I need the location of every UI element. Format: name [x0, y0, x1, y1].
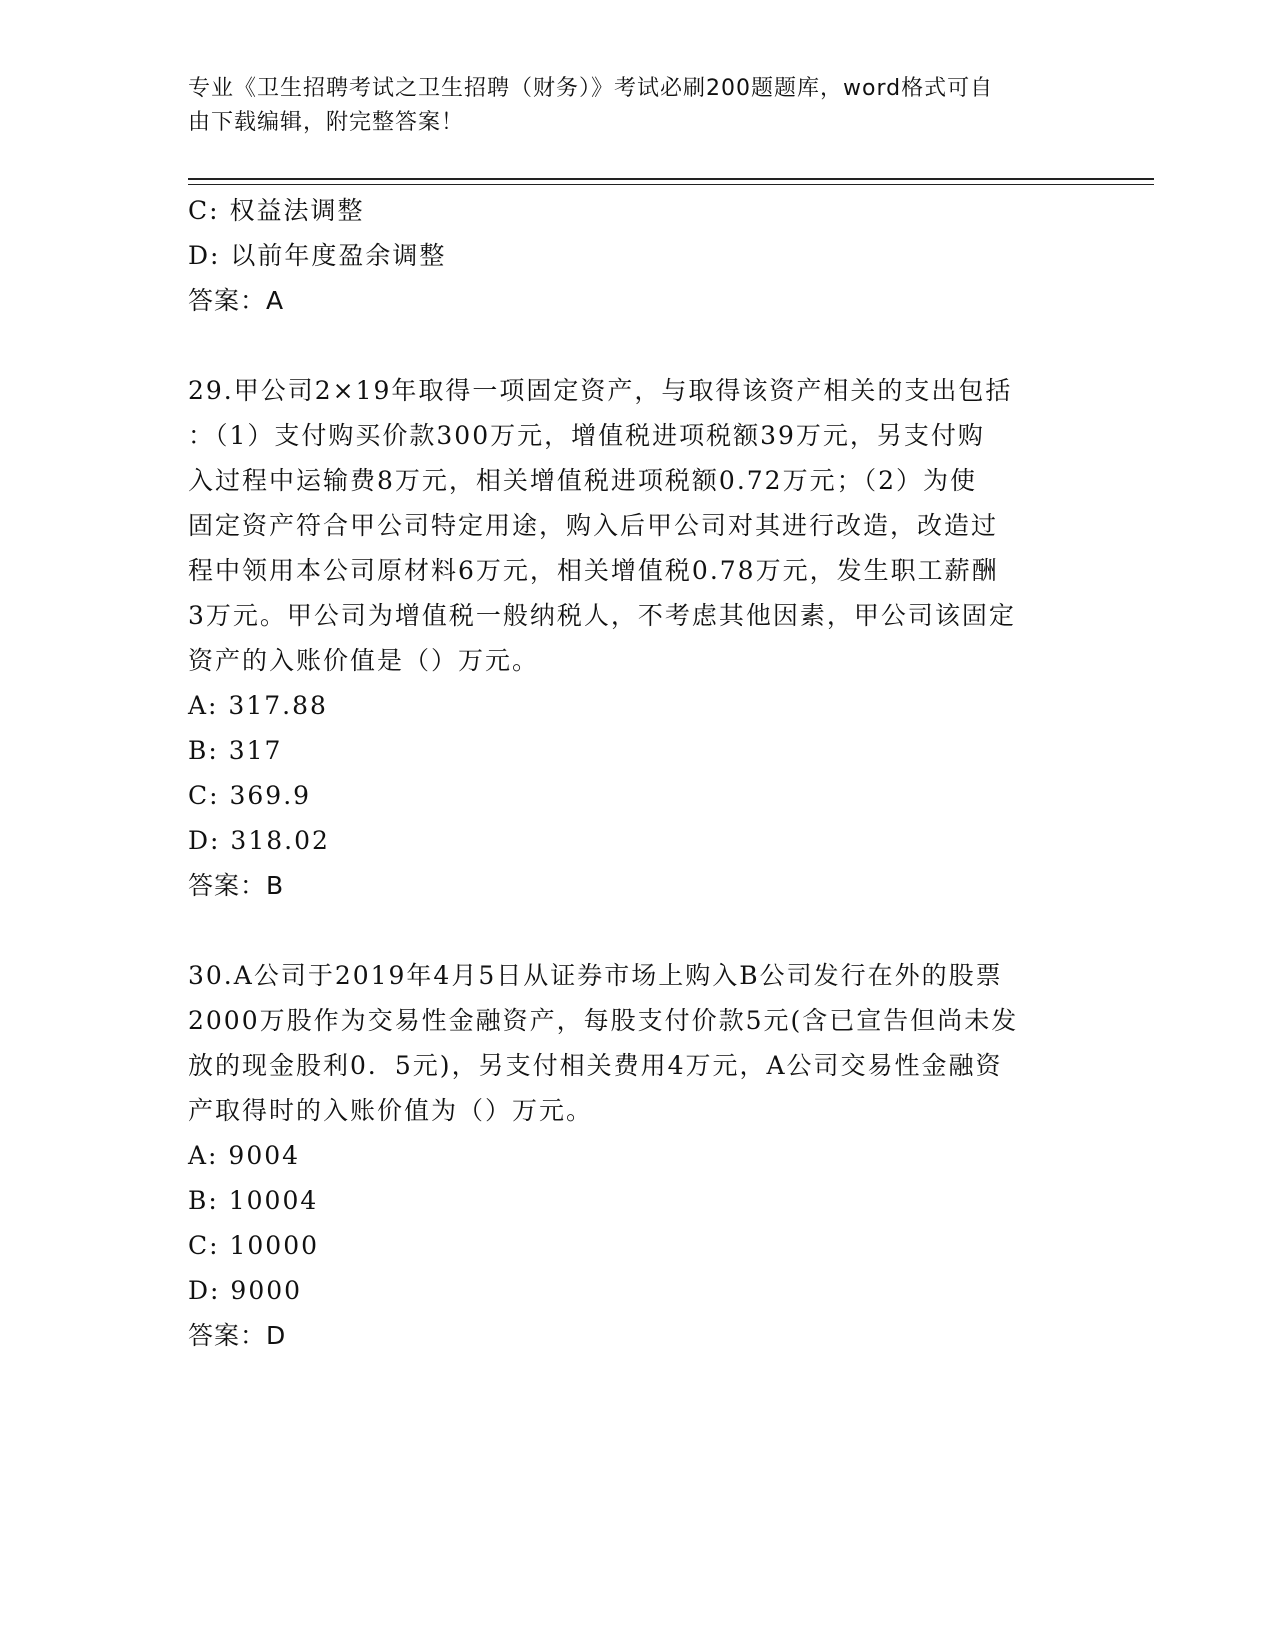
question-30: [188, 953, 1088, 1358]
option-c: C: 369.9: [188, 781, 312, 810]
question-text-line: 3万元。甲公司为增值税一般纳税人，不考虑其他因素，甲公司该固定: [188, 601, 1016, 630]
answer: 答案：D: [188, 1321, 287, 1350]
question-text-line: 入过程中运输费8万元，相关增值税进项税额0.72万元；（2）为使: [188, 466, 977, 495]
option-a: A: 9004: [188, 1141, 301, 1170]
header-line-2: 由下载编辑，附完整答案！: [188, 110, 465, 135]
question-text-line: 放的现金股利0．5元)，另支付相关费用4万元，A公司交易性金融资: [188, 1051, 1003, 1080]
header-line-1: 专业《卫生招聘考试之卫生招聘（财务）》考试必刷200题题库，word格式可自: [188, 76, 994, 101]
option-d: D: 318.02: [188, 826, 330, 855]
option-b: B: 317: [188, 736, 283, 765]
option-d: D: 以前年度盈余调整: [188, 241, 447, 270]
question-text-line: 固定资产符合甲公司特定用途，购入后甲公司对其进行改造，改造过: [188, 511, 999, 540]
question-text-line: ：（1）支付购买价款300万元，增值税进项税额39万元，另支付购: [188, 421, 985, 450]
question-text-line: 资产的入账价值是（）万元。: [188, 646, 540, 675]
question-29: [188, 368, 1088, 908]
question-text-line: 产取得时的入账价值为（）万元。: [188, 1096, 594, 1125]
question-text-line: 29.甲公司2×19年取得一项固定资产，与取得该资产相关的支出包括: [188, 376, 1013, 405]
option-d: D: 9000: [188, 1276, 303, 1305]
option-c: C: 10000: [188, 1231, 320, 1260]
option-a: A: 317.88: [188, 691, 328, 720]
option-b: B: 10004: [188, 1186, 319, 1215]
question-text-line: 2000万股作为交易性金融资产，每股支付价款5元(含已宣告但尚未发: [188, 1006, 1019, 1035]
document-header: [188, 72, 1068, 140]
spacer: [188, 908, 1088, 953]
spacer: [188, 323, 1088, 368]
question-text-line: 程中领用本公司原材料6万元，相关增值税0.78万元，发生职工薪酬: [188, 556, 999, 585]
document-body: [188, 188, 1088, 1358]
question-28-tail: [188, 188, 1088, 323]
question-text-line: 30.A公司于2019年4月5日从证券市场上购入B公司发行在外的股票: [188, 961, 1003, 990]
answer: 答案：A: [188, 286, 285, 315]
option-c: C: 权益法调整: [188, 196, 365, 225]
answer: 答案：B: [188, 871, 285, 900]
header-divider-thin: [188, 184, 1154, 185]
header-divider-thick: [188, 178, 1154, 180]
